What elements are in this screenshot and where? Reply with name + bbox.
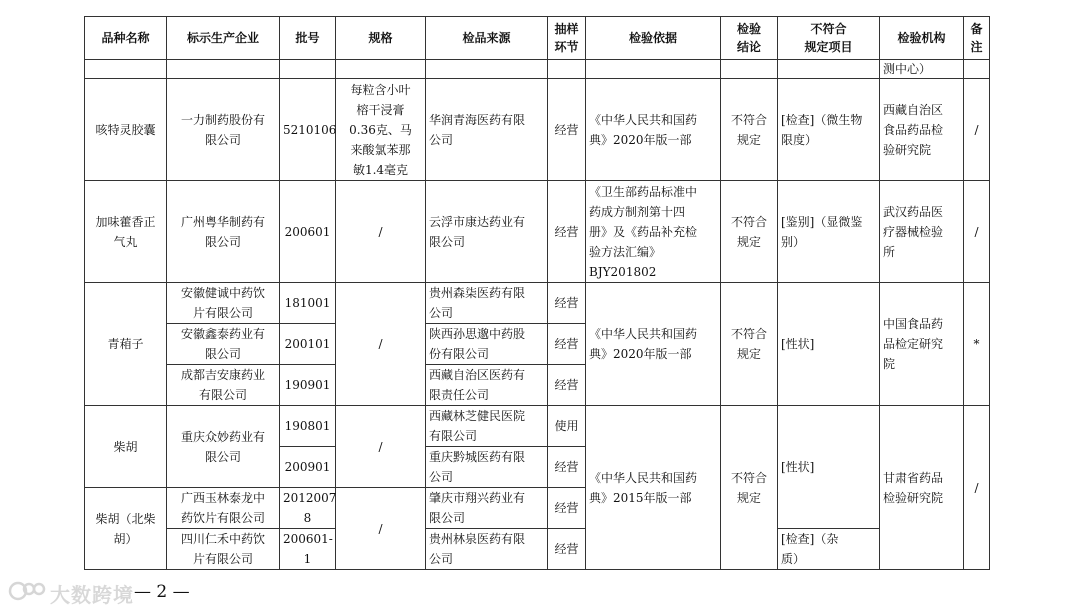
page-footer — [0, 576, 250, 608]
header-institution: 检验机构 — [880, 17, 964, 60]
batch-cell: 200101 — [280, 324, 336, 365]
watermark-logo-icon — [8, 578, 46, 604]
header-manufacturer: 标示生产企业 — [167, 17, 280, 60]
noncompliant-item-cell: [性状] — [778, 406, 880, 529]
stage-cell: 经营 — [548, 79, 586, 181]
header-basis: 检验依据 — [586, 17, 721, 60]
batch-cell: 190901 — [280, 365, 336, 406]
table-row — [85, 406, 990, 447]
noncompliant-item-cell: [鉴别]（显微鉴 别） — [778, 181, 880, 283]
variety-cell: 青葙子 — [85, 283, 167, 406]
source-cell: 西藏自治区医药有 限责任公司 — [426, 365, 548, 406]
table-row — [85, 181, 990, 283]
header-row — [85, 17, 990, 60]
header-note: 备 注 — [964, 17, 990, 60]
noncompliant-item-cell: [检查]（杂 质） — [778, 529, 880, 570]
spec-cell: 每粒含小叶 榕干浸膏 0.36克、马 来酸氯苯那 敏1.4毫克 — [336, 79, 426, 181]
stage-cell: 使用 — [548, 406, 586, 447]
stage-cell: 经营 — [548, 324, 586, 365]
batch-cell: 2012007 8 — [280, 488, 336, 529]
noncompliant-item-cell: [性状] — [778, 283, 880, 406]
variety-cell: 柴胡（北柴 胡） — [85, 488, 167, 570]
source-cell: 华润青海医药有限 公司 — [426, 79, 548, 181]
batch-cell: 5210106 — [280, 79, 336, 181]
manufacturer-cell: 四川仁禾中药饮 片有限公司 — [167, 529, 280, 570]
manufacturer-cell: 广州粤华制药有 限公司 — [167, 181, 280, 283]
batch-cell: 200601 — [280, 181, 336, 283]
conclusion-cell: 不符合 规定 — [721, 283, 778, 406]
spec-cell: / — [336, 283, 426, 406]
spec-cell: / — [336, 406, 426, 488]
header-stage: 抽样 环节 — [548, 17, 586, 60]
basis-cell: 《卫生部药品标准中 药成方制剂第十四 册》及《药品补充检 验方法汇编》 BJY201802 — [586, 181, 721, 283]
table-row — [85, 60, 990, 79]
conclusion-cell: 不符合 规定 — [721, 181, 778, 283]
stage-cell: 经营 — [548, 181, 586, 283]
header-variety: 品种名称 — [85, 17, 167, 60]
source-cell: 贵州森柒医药有限 公司 — [426, 283, 548, 324]
basis-cell: 《中华人民共和国药 典》2020年版一部 — [586, 79, 721, 181]
watermark-text: 大数跨境 — [50, 583, 134, 607]
stage-cell: 经营 — [548, 283, 586, 324]
manufacturer-cell: 广西玉林泰龙中 药饮片有限公司 — [167, 488, 280, 529]
stage-cell: 经营 — [548, 488, 586, 529]
table-row — [85, 283, 990, 324]
institution-cell: 中国食品药 品检定研究 院 — [880, 283, 964, 406]
spec-cell: / — [336, 181, 426, 283]
source-cell: 陕西孙思邈中药股 份有限公司 — [426, 324, 548, 365]
noncompliant-item-cell: [检查]（微生物 限度） — [778, 79, 880, 181]
stage-cell: 经营 — [548, 529, 586, 570]
manufacturer-cell: 重庆众妙药业有 限公司 — [167, 406, 280, 488]
stage-cell: 经营 — [548, 447, 586, 488]
header-source: 检品来源 — [426, 17, 548, 60]
inspection-results-table — [84, 16, 990, 570]
institution-cell: 武汉药品医 疗器械检验 所 — [880, 181, 964, 283]
note-cell: / — [964, 181, 990, 283]
variety-cell: 柴胡 — [85, 406, 167, 488]
manufacturer-cell: 安徽鑫泰药业有 限公司 — [167, 324, 280, 365]
header-spec: 规格 — [336, 17, 426, 60]
conclusion-cell: 不符合 规定 — [721, 79, 778, 181]
basis-cell: 《中华人民共和国药 典》2015年版一部 — [586, 406, 721, 570]
header-noncompliant-item: 不符合 规定项目 — [778, 17, 880, 60]
table-row — [85, 79, 990, 181]
basis-cell: 《中华人民共和国药 典》2020年版一部 — [586, 283, 721, 406]
manufacturer-cell: 一力制药股份有 限公司 — [167, 79, 280, 181]
page-number: — 2 — — [134, 582, 190, 602]
spec-cell: / — [336, 488, 426, 570]
batch-cell: 200601- 1 — [280, 529, 336, 570]
note-cell: / — [964, 79, 990, 181]
variety-cell: 加味藿香正 气丸 — [85, 181, 167, 283]
note-cell: * — [964, 283, 990, 406]
header-batch: 批号 — [280, 17, 336, 60]
institution-cell: 甘肃省药品 检验研究院 — [880, 406, 964, 570]
source-cell: 云浮市康达药业有 限公司 — [426, 181, 548, 283]
institution-cell: 西藏自治区 食品药品检 验研究院 — [880, 79, 964, 181]
variety-cell: 咳特灵胶囊 — [85, 79, 167, 181]
batch-cell: 200901 — [280, 447, 336, 488]
note-cell: / — [964, 406, 990, 570]
conclusion-cell: 不符合 规定 — [721, 406, 778, 570]
source-cell: 贵州林泉医药有限 公司 — [426, 529, 548, 570]
source-cell: 肇庆市翔兴药业有 限公司 — [426, 488, 548, 529]
manufacturer-cell: 安徽健诚中药饮 片有限公司 — [167, 283, 280, 324]
source-cell: 西藏林芝健民医院 有限公司 — [426, 406, 548, 447]
header-conclusion: 检验 结论 — [721, 17, 778, 60]
manufacturer-cell: 成都吉安康药业 有限公司 — [167, 365, 280, 406]
batch-cell: 181001 — [280, 283, 336, 324]
table-row — [85, 529, 990, 570]
institution-cell: 测中心） — [880, 60, 964, 79]
source-cell: 重庆黔城医药有限 公司 — [426, 447, 548, 488]
batch-cell: 190801 — [280, 406, 336, 447]
stage-cell: 经营 — [548, 365, 586, 406]
